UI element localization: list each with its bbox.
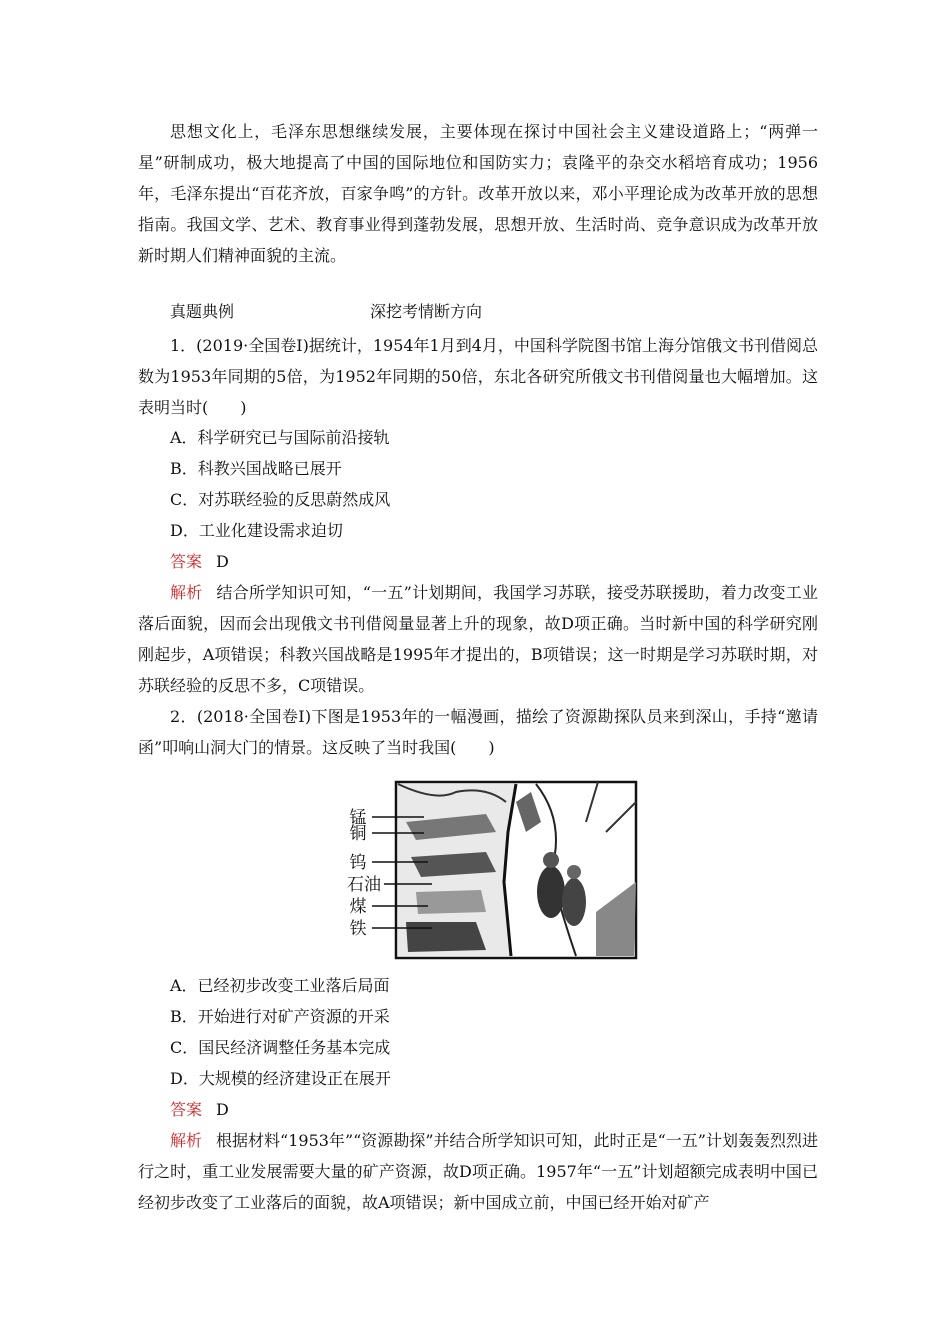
cartoon-figure: [336, 762, 656, 968]
q2-option-c: C．国民经济调整任务基本完成: [170, 1038, 391, 1057]
q1-option-c: C．对苏联经验的反思蔚然成风: [170, 490, 391, 509]
section-heading-right: 深挖考情断方向: [370, 302, 483, 321]
q2-analysis: [138, 1125, 818, 1218]
q2-answer-label: 答案: [170, 1100, 203, 1119]
q1-option-a: A．科学研究已与国际前沿接轨: [170, 428, 390, 447]
q1-option-d: D．工业化建设需求迫切: [170, 521, 343, 540]
figure-label-coal: 煤: [349, 897, 367, 917]
question-2-stem: 2．(2018·全国卷Ⅰ)下图是1953年的一幅漫画，描绘了资源勘探队员来到深山，手持“邀请函”叩响山洞大门的情景。这反映了当时我国( ): [138, 707, 818, 757]
figure-label-petroleum: 石油: [347, 875, 381, 895]
cartoon-image: [336, 762, 656, 968]
question-1-stem: 1．(2019·全国卷Ⅰ)据统计，1954年1月到4月，中国科学院图书馆上海分馆俄文书刊借阅总数为1953年同期的5倍，为1952年同期的50倍，东北各研究所俄文书刊借阅量也大幅增加。这表明当时( ): [138, 336, 818, 417]
q2-analysis-text: 根据材料“1953年”“资源勘探”并结合所学知识可知，此时正是“一五”计划轰轰烈烈进行之时，重工业发展需要大量的矿产资源，故D项正确。1957年“一五”计划超额完成表明中国已经初步改变了工业落后的面貌，故A项错误；新中国成立前，中国已经开始对矿产: [138, 1131, 818, 1212]
q2-option-d: D．大规模的经济建设正在展开: [170, 1069, 391, 1088]
figure-label-copper: 铜: [349, 824, 367, 844]
q1-option-b: B．科教兴国战略已展开: [170, 459, 342, 478]
figure-label-tungsten: 钨: [349, 853, 367, 873]
section-heading-left: 真题典例: [170, 302, 235, 321]
q1-analysis-text: 结合所学知识可知，“一五”计划期间，我国学习苏联，接受苏联援助，着力改变工业落后面貌，因而会出现俄文书刊借阅量显著上升的现象，故D项正确。当时新中国的科学研究刚刚起步，A项错误；科教兴国战略是1995年才提出的，B项错误；这一时期是学习苏联时期，对苏联经验的反思不多，C项错误。: [138, 583, 818, 695]
q2-analysis-label: 解析: [170, 1131, 203, 1150]
q2-answer: [170, 1094, 229, 1125]
q1-answer-value: D: [216, 552, 229, 571]
figure-label-iron: 铁: [349, 919, 367, 939]
q2-option-a: A．已经初步改变工业落后局面: [170, 976, 390, 995]
q1-answer: [170, 546, 229, 577]
q1-analysis: [138, 577, 818, 701]
q2-answer-value: D: [216, 1100, 229, 1119]
q1-answer-label: 答案: [170, 552, 203, 571]
q1-analysis-label: 解析: [170, 583, 203, 602]
intro-paragraph: 思想文化上，毛泽东思想继续发展，主要体现在探讨中国社会主义建设道路上；“两弹一星”研制成功，极大地提高了中国的国际地位和国防实力；袁隆平的杂交水稻培育成功；1956年，毛泽东提出“百花齐放，百家争鸣”的方针。改革开放以来，邓小平理论成为改革开放的思想指南。我国文学、艺术、教育事业得到蓬勃发展，思想开放、生活时尚、竞争意识成为改革开放新时期人们精神面貌的主流。: [138, 122, 818, 265]
q2-option-b: B．开始进行对矿产资源的开采: [170, 1007, 390, 1026]
figure-label-manganese: 锰: [349, 808, 367, 828]
